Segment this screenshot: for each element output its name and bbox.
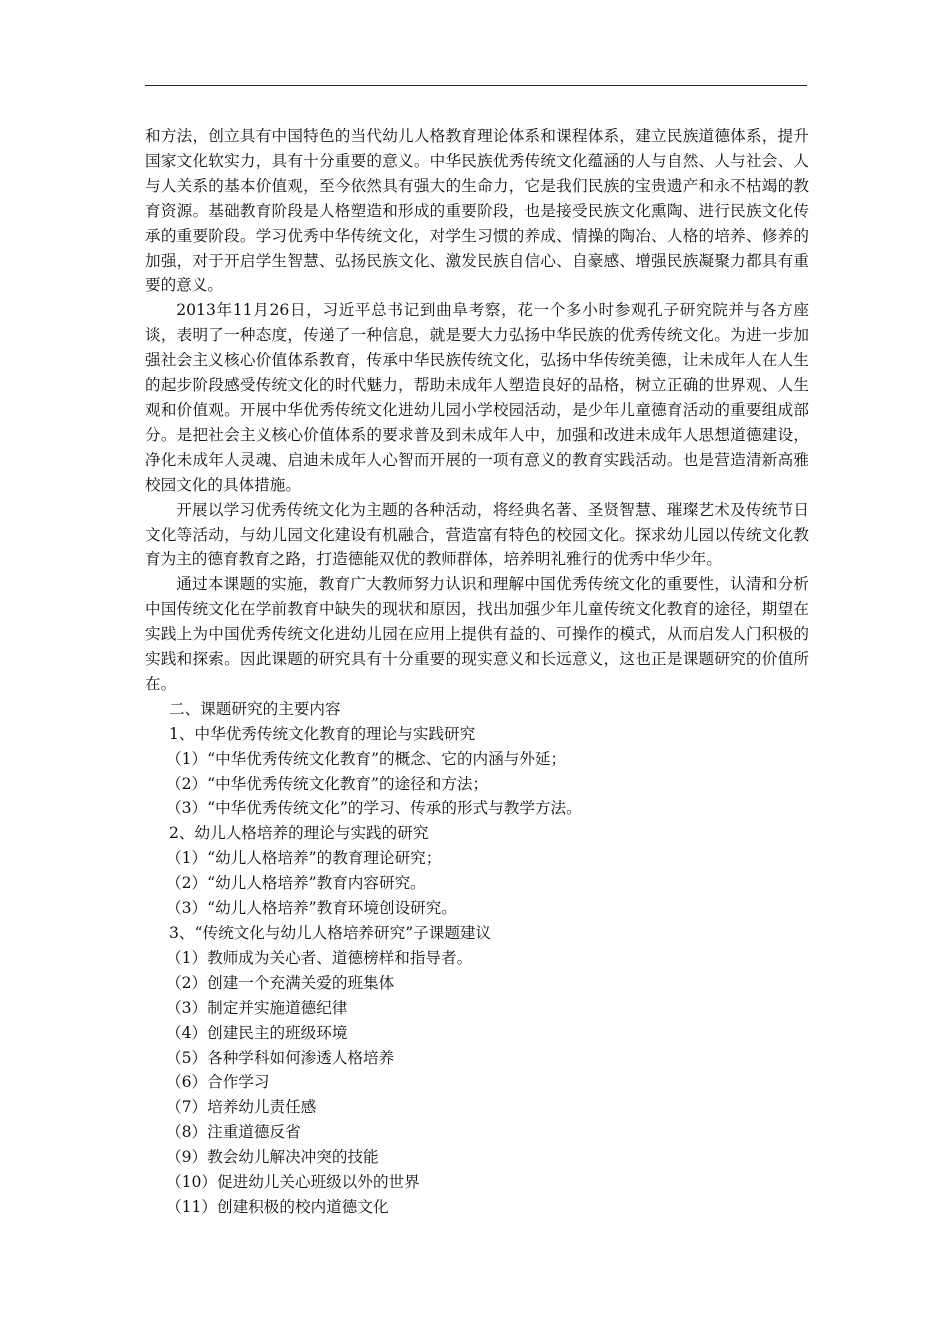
topic-3-item: （9）教会幼儿解决冲突的技能 [166, 1148, 379, 1167]
header-rule [145, 85, 807, 86]
body-paragraph-4: 通过本课题的实施，教育广大教师努力认识和理解中国优秀传统文化的重要性，认清和分析中国传统文化在学前教育中缺失的现状和原因，找出加强少年儿童传统文化教育的途径，期望在实践上为中国优秀传统文化进幼儿园在应用上提供有益的、可操作的模式，从而启发人门积极的实践和探索。因此课题的研究具有十分重要的现实意义和长远意义，这也正是课题研究的价值所在。 [145, 575, 809, 693]
body-paragraph-2: 2013年11月26日，习近平总书记到曲阜考察，花一个多小时参观孔子研究院并与各方座谈，表明了一种态度，传递了一种信息，就是要大力弘扬中华民族的优秀传统文化。为进一步加强社会主义核心价值体系教育，传承中华民族传统文化，弘扬中华传统美德，让未成年人在人生的起步阶段感受传统文化的时代魅力，帮助未成年人塑造良好的品格，树立正确的世界观、人生观和价值观。开展中华优秀传统文化进幼儿园小学校园活动，是少年儿童德育活动的重要组成部分。是把社会主义核心价值体系的要求普及到未成年人中，加强和改进未成年人思想道德建设，净化未成年人灵魂、启迪未成年人心智而开展的一项有意义的教育实践活动。也是营造清新高雅校园文化的具体措施。 [145, 301, 809, 494]
topic-3-item: （4）创建民主的班级环境 [166, 1023, 348, 1042]
document-body [145, 124, 809, 1220]
topic-1-heading: 1、中华优秀传统文化教育的理论与实践研究 [169, 724, 476, 743]
topic-3-item: （7）培养幼儿责任感 [166, 1098, 317, 1117]
topic-3-item: （2）创建一个充满关爱的班集体 [166, 973, 395, 992]
topic-2-heading: 2、幼儿人格培养的理论与实践的研究 [169, 824, 429, 843]
topic-3-item: （1）教师成为关心者、道德榜样和指导者。 [166, 948, 473, 967]
topic-2-item: （1）“幼儿人格培养”的教育理论研究； [166, 849, 442, 868]
topic-3-item: （10）促进幼儿关心班级以外的世界 [166, 1173, 420, 1192]
topic-3-item: （6）合作学习 [166, 1073, 270, 1092]
topic-3-item: （11）创建积极的校内道德文化 [166, 1197, 389, 1216]
topic-2-item: （3）“幼儿人格培养”教育环境创设研究。 [166, 899, 457, 918]
topic-2-item: （2）“幼儿人格培养”教育内容研究。 [166, 874, 426, 893]
topic-1-item: （1）“中华优秀传统文化教育”的概念、它的内涵与外延； [166, 749, 567, 768]
topic-3-item: （8）注重道德反省 [166, 1123, 301, 1142]
topic-3-heading: 3、“传统文化与幼儿人格培养研究”子课题建议 [169, 924, 492, 942]
topic-3-item: （5）各种学科如何渗透人格培养 [166, 1048, 395, 1067]
body-paragraph-3: 开展以学习优秀传统文化为主题的各种活动，将经典名著、圣贤智慧、璀璨艺术及传统节日文化等活动，与幼儿园文化建设有机融合，营造富有特色的校园文化。探求幼儿园以传统文化教育为主的德育教育之路，打造德能双优的教师群体，培养明礼雅行的优秀中华少年。 [145, 500, 809, 569]
topic-1-item: （2）“中华优秀传统文化教育”的途径和方法； [166, 774, 489, 793]
topic-1-item: （3）“中华优秀传统文化”的学习、传承的形式与教学方法。 [166, 799, 582, 818]
topic-3-item: （3）制定并实施道德纪律 [166, 998, 348, 1017]
section-heading: 二、课题研究的主要内容 [169, 699, 341, 718]
body-paragraph-1: 和方法，创立具有中国特色的当代幼儿人格教育理论体系和课程体系，建立民族道德体系，提升国家文化软实力，具有十分重要的意义。中华民族优秀传统文化蕴涵的人与自然、人与社会、人与人关系的基本价值观，至今依然具有强大的生命力，它是我们民族的宝贵遗产和永不枯竭的教育资源。基础教育阶段是人格塑造和形成的重要阶段，也是接受民族文化熏陶、进行民族文化传承的重要阶段。学习优秀中华传统文化，对学生习惯的养成、情操的陶冶、人格的培养、修养的加强，对于开启学生智慧、弘扬民族文化、激发民族自信心、自豪感、增强民族凝聚力都具有重要的意义。 [145, 127, 809, 295]
